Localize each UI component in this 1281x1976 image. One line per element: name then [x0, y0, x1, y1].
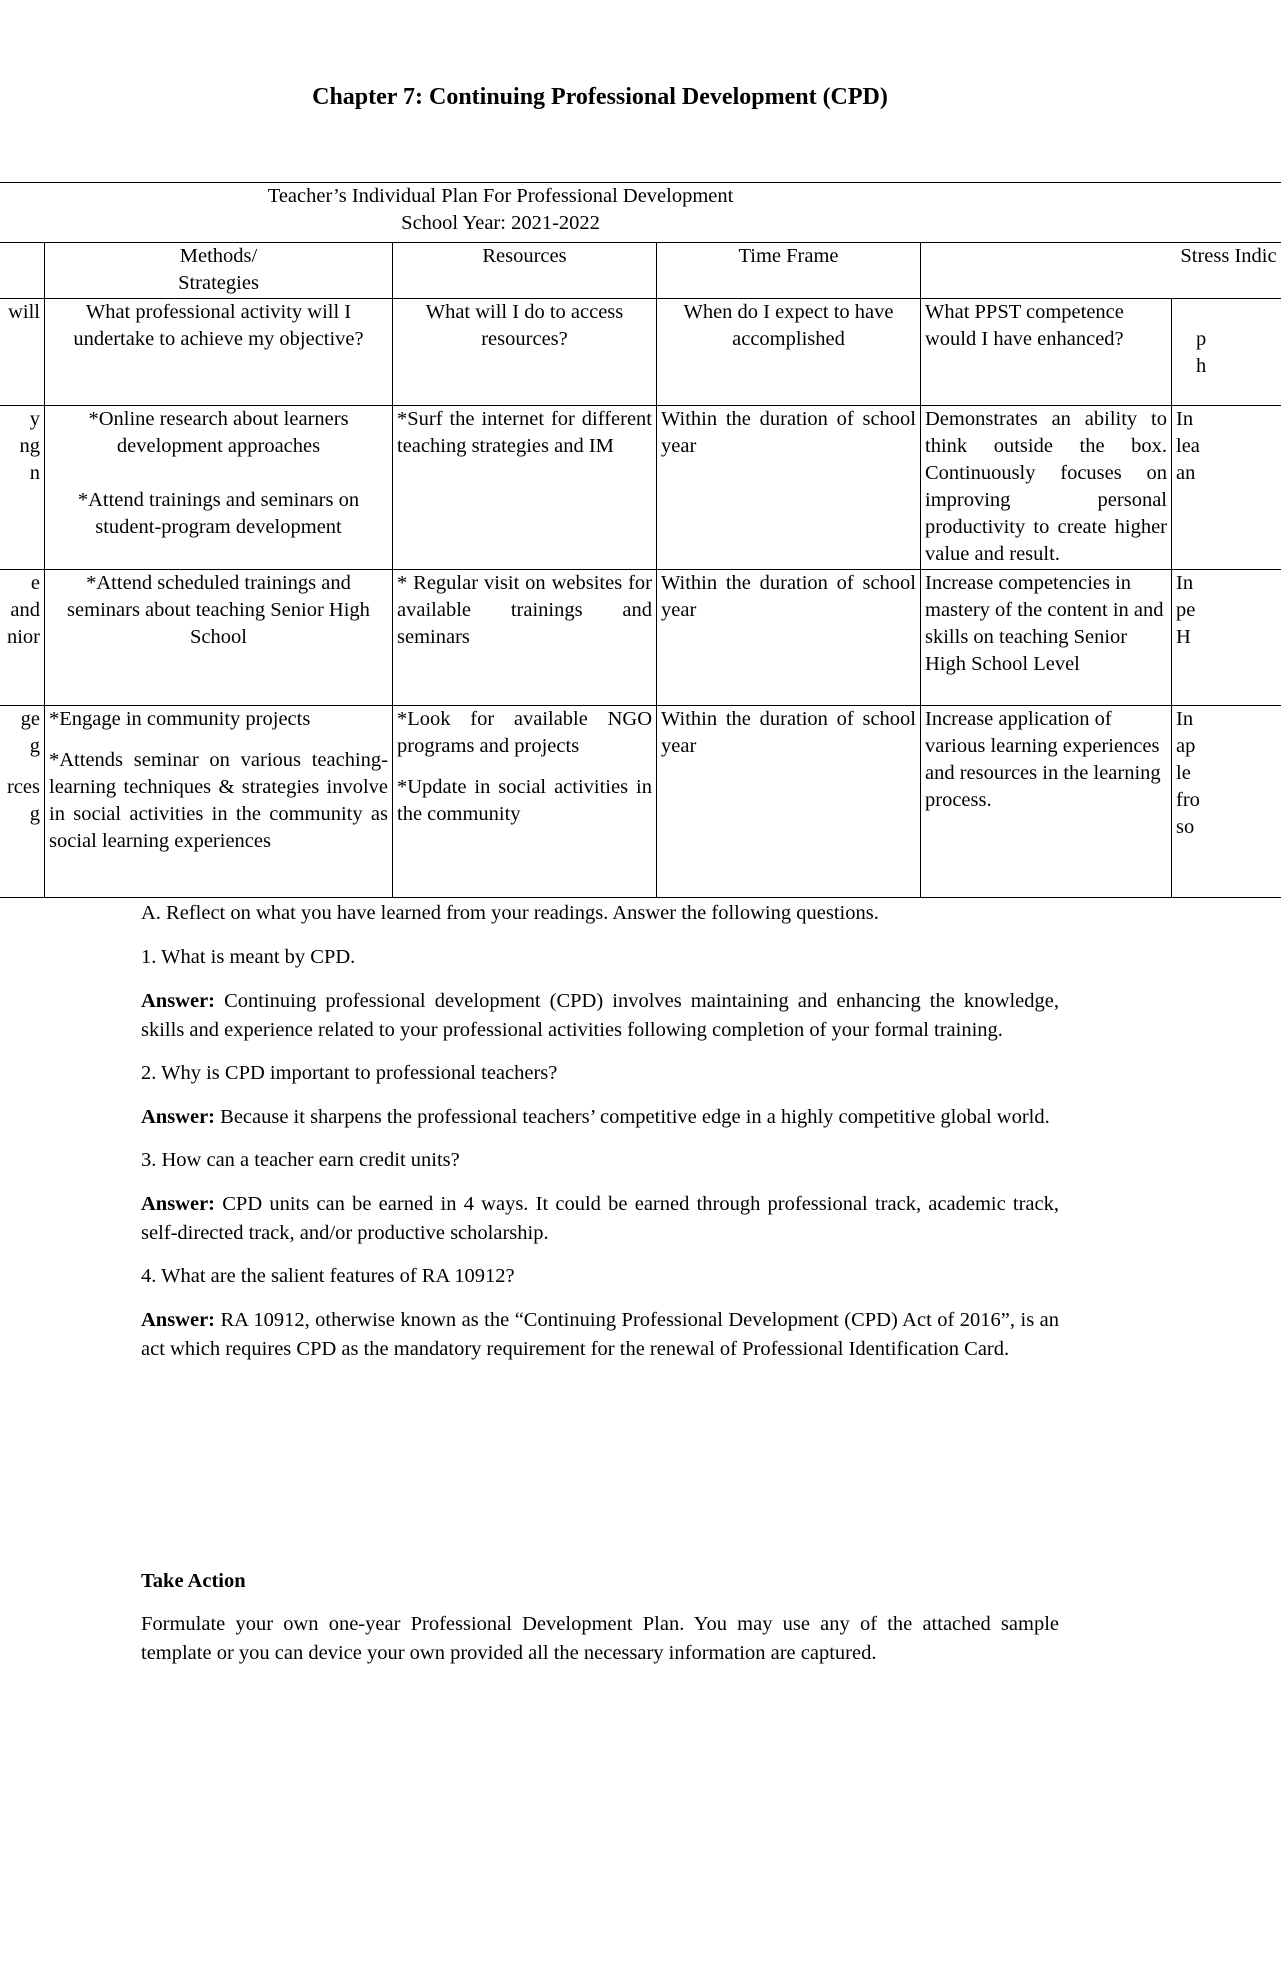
row2-last — [1172, 570, 1281, 706]
row1-methods-a: *Online research about learners development approaches — [88, 408, 349, 457]
row1-last — [1172, 406, 1281, 570]
row2-objective-line1: e — [30, 572, 40, 594]
row1-objective-line2: ng — [19, 435, 40, 457]
plan-title: Teacher’s Individual Plan For Professional Development — [267, 185, 734, 207]
row3-ppst: Increase application of various learning experiences and resources in the learning process. — [921, 706, 1172, 898]
row1-methods-b: *Attend trainings and seminars on student-program development — [77, 489, 360, 538]
header-methods-line1: Methods/ — [179, 245, 258, 267]
row3-objective-line4: rces — [6, 776, 40, 798]
answer-label: Answer: — [141, 1309, 216, 1331]
question-4: 4. What are the salient features of RA 10912? — [141, 1265, 515, 1287]
question-cell-resources: What will I do to access resources? — [393, 299, 657, 406]
header-cell-resources: Resources — [393, 243, 657, 299]
row3-resources-a: *Look for available NGO programs and projects — [397, 708, 652, 757]
row3-last-line2: ap — [1176, 735, 1196, 757]
row2-objective — [0, 570, 45, 706]
professional-development-plan-table — [0, 182, 1281, 898]
answer-1-text: Continuing professional development (CPD) involves maintaining and enhancing the knowledge, skills and experience related to your professional activities following completion of your formal training. — [141, 990, 1059, 1041]
question-last-line2: h — [1196, 355, 1207, 377]
row1-ppst: Demonstrates an ability to think outside the box. Continuously focuses on improving personal productivity to create higher value and result. — [921, 406, 1172, 570]
header-cell-time-frame: Time Frame — [657, 243, 921, 299]
row2-last-line3: H — [1176, 626, 1191, 648]
row1-time: Within the duration of school year — [657, 406, 921, 570]
answer-2-text: Because it sharpens the professional teachers’ competitive edge in a highly competitive global world. — [220, 1106, 1050, 1128]
question-2: 2. Why is CPD important to professional teachers? — [141, 1062, 558, 1084]
take-action-heading-text: Take Action — [141, 1570, 246, 1592]
header-methods-line2: Strategies — [178, 272, 259, 294]
row3-resources-b: *Update in social activities in the community — [397, 776, 652, 825]
answer-1 — [141, 987, 1059, 1045]
row3-objective-line5: g — [29, 803, 40, 825]
row3-last-line3: le — [1176, 762, 1191, 784]
header-row — [0, 243, 1281, 299]
question-cell-objective: will — [0, 299, 45, 406]
answer-4 — [141, 1306, 1059, 1364]
plan-row-3 — [0, 706, 1281, 898]
page-title: Chapter 7: Continuing Professional Development (CPD) — [312, 84, 888, 110]
row3-methods-b: *Attends seminar on various teaching-learning techniques & strategies involve in social activities in the community as social learning experiences — [49, 749, 388, 852]
question-3: 3. How can a teacher earn credit units? — [141, 1149, 460, 1171]
row2-methods: *Attend scheduled trainings and seminars about teaching Senior High School — [45, 570, 393, 706]
row3-resources — [393, 706, 657, 898]
row2-time: Within the duration of school year — [657, 570, 921, 706]
row3-last — [1172, 706, 1281, 898]
row2-resources: * Regular visit on websites for available trainings and seminars — [393, 570, 657, 706]
row1-resources: *Surf the internet for different teaching strategies and IM — [393, 406, 657, 570]
answer-2 — [141, 1103, 1059, 1132]
row1-objective-line1: y — [29, 408, 40, 430]
row1-last-line3: an — [1176, 462, 1196, 484]
row3-last-line5: so — [1176, 816, 1195, 838]
question-cell-last — [1172, 299, 1281, 406]
row2-objective-line2: and — [10, 599, 40, 621]
row3-objective-line1: ge — [20, 708, 40, 730]
header-cell-stress-indicators — [921, 243, 1281, 299]
reflection-intro: A. Reflect on what you have learned from your readings. Answer the following questions. — [141, 902, 879, 924]
row3-objective-line2: g — [29, 735, 40, 757]
row1-last-line2: lea — [1176, 435, 1200, 457]
plan-row-1 — [0, 406, 1281, 570]
row2-last-line1: In — [1176, 572, 1194, 594]
take-action-text: Formulate your own one-year Professional Development Plan. You may use any of the attached sample template or you can device your own provided all the necessary information are captured. — [141, 1613, 1059, 1664]
header-stress-label: Stress Indic — [1180, 245, 1277, 267]
row1-last-line1: In — [1176, 408, 1194, 430]
take-action-section — [141, 1567, 1059, 1682]
plan-row-2 — [0, 570, 1281, 706]
question-cell-ppst: What PPST competence would I have enhanced? — [921, 299, 1172, 406]
answer-3 — [141, 1190, 1059, 1248]
header-cell-methods — [45, 243, 393, 299]
plan-title-cell — [0, 183, 1281, 243]
row3-methods — [45, 706, 393, 898]
row3-objective — [0, 706, 45, 898]
take-action-heading — [141, 1567, 1059, 1596]
row2-objective-line3: nior — [6, 626, 40, 648]
school-year: School Year: 2021-2022 — [401, 212, 600, 234]
row1-methods — [45, 406, 393, 570]
question-cell-time: When do I expect to have accomplished — [657, 299, 921, 406]
plan-title-row — [0, 183, 1281, 243]
question-1: 1. What is meant by CPD. — [141, 946, 356, 968]
header-cell-objective — [0, 243, 45, 299]
answer-label: Answer: — [141, 990, 216, 1012]
answer-4-text: RA 10912, otherwise known as the “Continuing Professional Development (CPD) Act of 2016”, is an act which requires CPD as the mandatory requirement for the renewal of Professional Identification Card. — [141, 1309, 1059, 1360]
reflection-section — [141, 899, 1059, 1378]
answer-label: Answer: — [141, 1193, 216, 1215]
row1-objective — [0, 406, 45, 570]
row3-time: Within the duration of school year — [657, 706, 921, 898]
row1-objective-line3: n — [29, 462, 40, 484]
answer-3-text: CPD units can be earned in 4 ways. It could be earned through professional track, academic track, self-directed track, and/or productive scholarship. — [141, 1193, 1059, 1244]
question-row — [0, 299, 1281, 406]
row3-last-line4: fro — [1176, 789, 1200, 811]
row2-last-line2: pe — [1176, 599, 1196, 621]
row3-last-line1: In — [1176, 708, 1194, 730]
row2-ppst: Increase competencies in mastery of the content in and skills on teaching Senior High School Level — [921, 570, 1172, 706]
row3-methods-a: *Engage in community projects — [49, 708, 311, 730]
question-last-line1: p — [1196, 328, 1207, 350]
answer-label: Answer: — [141, 1106, 216, 1128]
question-cell-methods: What professional activity will I undertake to achieve my objective? — [45, 299, 393, 406]
